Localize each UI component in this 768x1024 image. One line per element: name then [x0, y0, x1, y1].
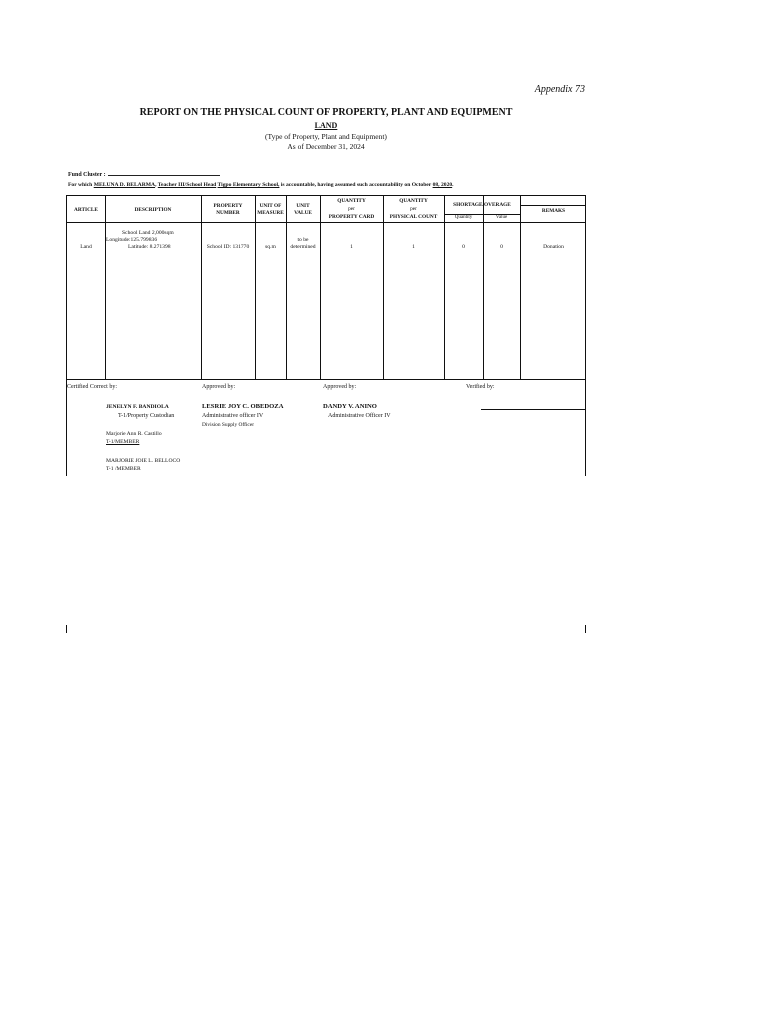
accountable-officer: MELUNA D. BELARMA — [93, 182, 156, 188]
ppe-type-caption: (Type of Property, Plant and Equipment) — [265, 132, 387, 141]
row-article: Land — [80, 244, 92, 250]
row-shortage-qty: 0 — [462, 244, 465, 250]
row-description: School Land 2,000sqm Longitude:125.799836 Latitude: 8.271398 — [106, 230, 174, 250]
header-shortage-value: Value — [495, 215, 508, 220]
accountability-statement — [68, 182, 454, 188]
certified-label: Certified Correct by: — [67, 384, 117, 390]
certified-name: JENELYN F. BANDIOLA — [106, 404, 169, 410]
header-description: DESCRIPTION — [134, 207, 172, 213]
approver2-title: Administrative Officer IV — [328, 413, 391, 419]
accountability-date: 08, 2020 — [432, 182, 453, 188]
row-shortage-value: 0 — [500, 244, 503, 250]
row-unit-measure: sq.m — [265, 244, 276, 250]
accountable-school: Tigpo Elementary School, — [217, 182, 280, 188]
accountability-end: . — [452, 182, 454, 188]
fund-cluster — [68, 169, 220, 178]
header-property-number: PROPERTY NUMBER — [213, 203, 243, 216]
member1-name: Marjorie Ann R. Castillo — [106, 431, 162, 437]
approver2-name: DANDY V. ANINO — [323, 403, 377, 410]
row-qty-count: 1 — [412, 244, 415, 250]
verified-label: Verified by: — [466, 384, 495, 390]
report-date: As of December 31, 2024 — [287, 142, 365, 151]
accountability-sep: , — [155, 182, 158, 188]
header-article: ARTICLE — [74, 207, 98, 213]
row-property-number: School ID: 131770 — [206, 244, 250, 250]
header-qty-count: QUANTITY per PHYSICAL COUNT — [389, 198, 438, 220]
header-shortage-quantity: Quantity — [454, 215, 473, 220]
accountability-prefix: For which — [68, 182, 94, 188]
fund-cluster-blank — [108, 169, 220, 176]
page-crop-mark-right — [585, 625, 586, 633]
approver1-title2: Division Supply Officer — [202, 422, 255, 428]
header-shortage-overage: SHORTAGE/OVERAGE — [453, 202, 511, 208]
header-unit-value: UNIT VALUE — [294, 203, 312, 216]
accountability-middle: is accountable, having assumed such accountability on October — [279, 182, 433, 188]
verified-signature-line — [481, 409, 586, 410]
row-qty-card: 1 — [350, 244, 353, 250]
member2-name: MARJORIE JOIE L. BELLOCO — [106, 458, 181, 464]
row-remarks: Donation — [543, 244, 564, 250]
approver1-name: LESRIE JOY C. OBEDOZA — [202, 403, 284, 410]
header-remarks: REMAKS — [541, 208, 566, 214]
approved-label-2: Approved by: — [323, 384, 357, 390]
approver1-title1: Administrative officer IV — [202, 413, 264, 419]
certified-title: T-1/Property Custodian — [118, 413, 175, 419]
report-title: REPORT ON THE PHYSICAL COUNT OF PROPERTY, PLANT AND EQUIPMENT — [139, 107, 513, 118]
header-unit-measure: UNIT OF MEASURE — [257, 203, 284, 216]
fund-cluster-label: Fund Cluster : — [68, 172, 106, 178]
header-qty-card: QUANTITY per PROPERTY CARD — [328, 198, 375, 220]
accountable-position: Teacher III/School Head — [157, 182, 217, 188]
approved-label-1: Approved by: — [202, 384, 236, 390]
member1-title: T-1/MEMBER — [106, 439, 140, 445]
page-crop-mark-left — [66, 625, 67, 633]
signatory-border-right — [585, 380, 586, 476]
appendix-label: Appendix 73 — [534, 84, 585, 95]
signatory-border-left — [66, 380, 67, 476]
ppe-type: LAND — [314, 121, 338, 130]
member2-title: T-1 /MEMBER — [106, 466, 141, 472]
row-unit-value: to be determined — [290, 237, 316, 250]
ppe-table — [66, 195, 586, 380]
